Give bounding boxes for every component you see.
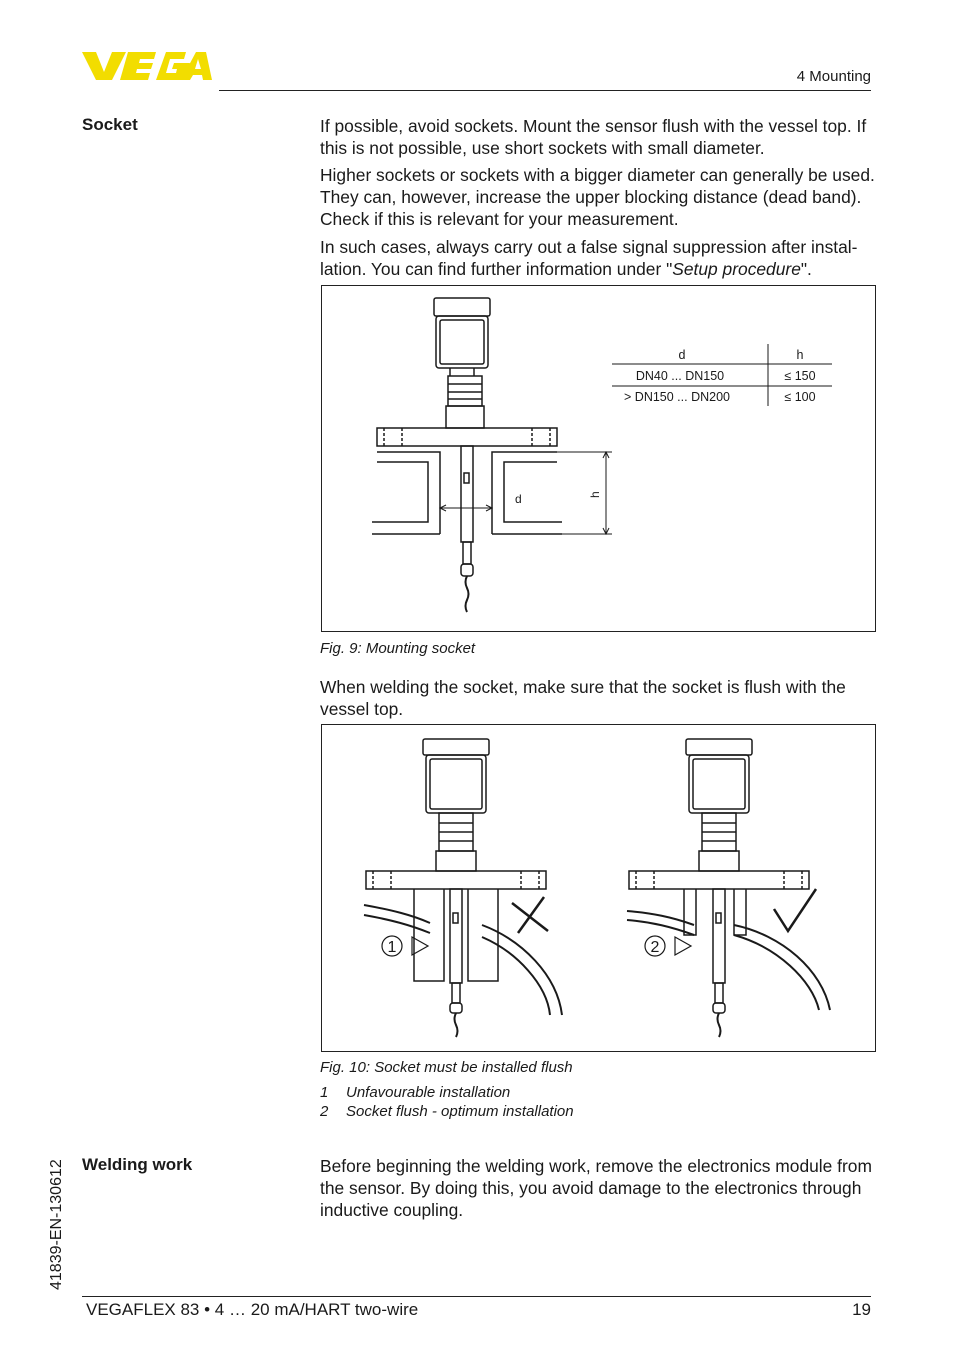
chapter-label: 4 Mounting (796, 68, 871, 85)
legend-item: 2 Socket flush - optimum installation (320, 1103, 574, 1120)
table-cell-d: > DN150 ... DN200 (624, 390, 730, 404)
table-header-h: h (796, 348, 804, 362)
table-cell-d: DN40 ... DN150 (635, 369, 725, 383)
vega-logo (82, 50, 212, 82)
setup-procedure-reference: Setup procedure (672, 259, 801, 279)
marker-1: 1 (387, 939, 397, 956)
figure-mounting-socket (321, 285, 876, 632)
header-rule (219, 90, 871, 91)
dimension-h-label: h (588, 491, 602, 498)
mounting-socket-drawing (322, 286, 875, 631)
document-number: 41839-EN-130612 (48, 1159, 65, 1290)
socket-para-3: In such cases, always carry out a false signal suppression after instal- lation. You can find further information under "Setup procedure". (320, 237, 858, 279)
marker-2: 2 (650, 939, 660, 956)
welding-heading: Welding work (82, 1155, 193, 1174)
footer-product: VEGAFLEX 83 • 4 … 20 mA/HART two-wire (86, 1300, 419, 1319)
socket-para-2: Higher sockets or sockets with a bigger diameter can generally be used. They can, however, increase the upper blocking distance (dead band). Check if this is relevant for your measurement. (320, 165, 875, 229)
welding-note: When welding the socket, make sure that the socket is flush with the vessel top. (320, 677, 846, 719)
socket-para-1: If possible, avoid sockets. Mount the sensor flush with the vessel top. If this is not possible, use short sockets with small diameter. (320, 116, 867, 158)
page-number: 19 (852, 1300, 871, 1319)
socket-heading: Socket (82, 115, 138, 134)
legend-item: 1 Unfavourable installation (320, 1084, 511, 1101)
welding-text: Before beginning the welding work, remove the electronics module from the sensor. By doing this, you avoid damage to the electronics through inductive coupling. (320, 1156, 872, 1220)
table-header-d: d (678, 348, 686, 362)
figure-10-caption: Fig. 10: Socket must be installed flush (320, 1059, 573, 1076)
figure-9-caption: Fig. 9: Mounting socket (320, 640, 476, 657)
socket-flush-drawing (322, 725, 875, 1051)
table-cell-h: ≤ 150 (784, 369, 816, 383)
table-cell-h: ≤ 100 (784, 390, 816, 404)
dimension-d-label: d (515, 492, 522, 506)
figure-socket-flush (321, 724, 876, 1052)
footer-rule (82, 1296, 871, 1297)
